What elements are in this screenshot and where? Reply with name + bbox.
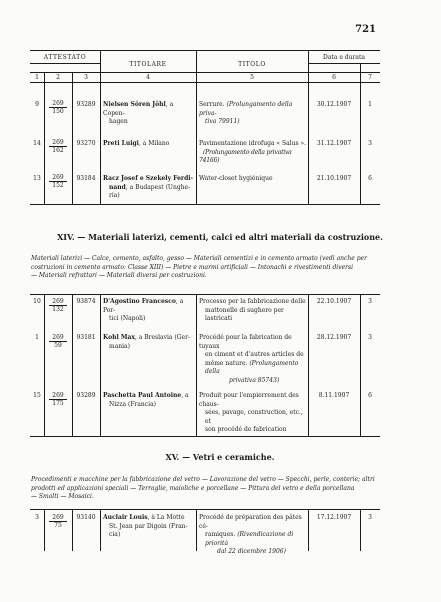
titolo-line: son procédé de fabrication	[205, 426, 287, 433]
header-attestato: ATTESTATO	[43, 54, 87, 61]
duration-cell: 3	[368, 514, 372, 521]
titolare-name: D'Agostino Francesco	[103, 298, 176, 305]
titolare-place-cont: hagen	[109, 118, 128, 125]
titolo-italic: (Rivendicazione di priorità	[205, 531, 294, 547]
titolare-name: Auclair Louis	[103, 514, 148, 521]
titolare-place-cont: ria)	[109, 192, 120, 199]
titolare-place: , a Por-	[103, 298, 184, 314]
titolo-cell	[199, 140, 307, 166]
duration-cell: 3	[368, 298, 372, 305]
attestato-number: 93874	[76, 298, 96, 305]
titolare-place-cont: cia)	[109, 531, 121, 538]
row-index: 1	[35, 334, 39, 341]
titolo-line: Processo per la fabbricazione delle	[199, 298, 306, 305]
titolo-line: Procédé pour la fabrication de tuyaux	[199, 334, 292, 350]
table-top-rule	[30, 294, 380, 295]
titolare-cell	[103, 101, 195, 127]
date-cell: 30.12.1907	[316, 101, 352, 108]
attestato-fraction	[49, 334, 67, 349]
titolo-text: Pavimentazione idrofuga « Salus ».	[199, 140, 307, 147]
titolare-cell	[103, 392, 195, 409]
row-index: 15	[33, 392, 41, 399]
titolare-cell	[103, 298, 195, 324]
row-index: 14	[33, 140, 41, 147]
col-divider	[196, 50, 197, 204]
col-number-6: 6	[332, 74, 336, 81]
attestato-fraction	[49, 514, 67, 529]
header-data-durata: Data e durata	[323, 54, 365, 61]
duration-cell: 1	[368, 101, 372, 108]
header-bottom-rule	[30, 82, 380, 83]
col-number-2: 2	[56, 74, 60, 81]
fraction-denominator: 175	[52, 400, 64, 407]
titolo-line: sées, pavage, construction, etc., et	[205, 409, 303, 425]
row-index: 3	[35, 514, 39, 521]
titolo-cell	[199, 334, 307, 385]
titolare-name: Racz Josef e Szekely Ferdi-	[103, 175, 194, 182]
duration-cell: 3	[368, 334, 372, 341]
titolo-italic-cont: dal 22 dicembre 1906)	[217, 548, 286, 555]
col-divider	[44, 294, 45, 436]
titolo-line: mattonelle di sughero per lastricati	[205, 306, 284, 322]
header-titolare: TITOLARE	[129, 61, 167, 68]
col-number-1: 1	[35, 74, 39, 81]
table-bottom-rule	[30, 204, 380, 205]
date-cell: 28.12.1907	[316, 334, 352, 341]
description-line: prodotti ed applicazioni speciali — Terraglie, maioliche e porcellane — Pittura del vetro e della porcellana	[31, 484, 355, 492]
table-bottom-rule	[30, 436, 380, 437]
titolare-name-cont: nand	[109, 183, 126, 191]
titolare-name: Paschetta Paul Antoine	[103, 392, 182, 399]
col-divider	[44, 509, 45, 551]
titolo-cell	[199, 101, 307, 127]
titolo-italic: (Prolungamento della privativa 74166)	[199, 148, 292, 164]
fraction-denominator: 132	[52, 306, 64, 313]
description-line: costruzioni in cemento armato: Classe XIII) — Pietre e marmi artificiali — Intonachi e rivestimenti diversi	[31, 263, 354, 271]
titolo-italic: (Prolungamento della	[205, 359, 299, 375]
section-title: XIV. — Materiali laterizi, cementi, calci ed altri materiali da costruzione.	[57, 232, 383, 242]
section-title: XV. — Vetri e ceramiche.	[165, 452, 275, 462]
col-divider	[44, 72, 45, 204]
duration-cell: 3	[368, 140, 372, 147]
titolare-name: Preti Luigi	[103, 140, 139, 147]
titolo-line: en ciment et d'autres articles de	[205, 351, 304, 358]
attestato-number: 93184	[76, 175, 96, 182]
header-colnum-rule-top	[30, 72, 380, 73]
titolare-cell	[103, 334, 195, 351]
header-attestato-rule	[30, 63, 100, 64]
col-number-7: 7	[368, 74, 372, 81]
col-number-5: 5	[250, 74, 254, 81]
fraction-numerator: 269	[49, 392, 67, 400]
duration-cell: 6	[368, 175, 372, 182]
fraction-denominator: 152	[52, 182, 64, 189]
col-divider	[196, 294, 197, 436]
attestato-number: 93181	[76, 334, 96, 341]
attestato-number: 93289	[76, 392, 96, 399]
description-line: Materiali laterizi — Calce, cemento, asfalto, gesso — Materiali cementizi e in cemento armato (vedi anche per	[31, 255, 367, 262]
attestato-fraction	[49, 139, 67, 154]
titolo-line: Procédé de préparation des pâtes cé-	[199, 514, 302, 530]
titolare-name: Kohl Max	[103, 334, 135, 341]
date-cell: 17.12.1907	[316, 514, 352, 521]
titolare-cell	[103, 175, 195, 201]
titolo-italic: (Prolungamento della priva-	[199, 101, 293, 117]
fraction-numerator: 269	[49, 298, 67, 306]
table-top-rule	[30, 509, 380, 510]
col-divider	[360, 294, 361, 436]
attestato-number: 93289	[76, 101, 96, 108]
col-divider	[308, 294, 309, 436]
attestato-fraction	[49, 174, 67, 189]
attestato-fraction	[49, 392, 67, 407]
attestato-fraction	[49, 298, 67, 313]
fraction-denominator: 150	[52, 108, 64, 115]
fraction-numerator: 269	[49, 174, 67, 182]
date-cell: 31.12.1907	[316, 140, 352, 147]
col-number-4: 4	[146, 74, 150, 81]
col-divider	[72, 294, 73, 436]
titolo-cell	[199, 392, 307, 435]
attestato-number: 93140	[76, 514, 96, 521]
col-divider	[100, 294, 101, 436]
fraction-denominator: 162	[52, 147, 64, 154]
attestato-number: 93270	[76, 140, 96, 147]
titolare-place-cont: mania)	[109, 342, 130, 350]
fraction-numerator: 269	[49, 139, 67, 147]
col-divider	[196, 509, 197, 551]
duration-cell: 6	[368, 392, 372, 399]
section-description	[31, 476, 381, 502]
titolo-text: même nature.	[205, 359, 250, 367]
page-number: 721	[355, 24, 376, 35]
titolare-cell	[103, 514, 195, 540]
row-index: 9	[35, 101, 39, 108]
titolare-place-cont: St. Jean par Digoin (Fran-	[109, 522, 188, 530]
description-line: — Materiali refrattari — Materiali diversi per costruzioni.	[31, 272, 207, 279]
titolare-place-cont: Nizza (Francia)	[109, 400, 156, 408]
table-top-rule	[30, 50, 380, 51]
titolo-cell	[199, 514, 307, 557]
header-titolo: TITOLO	[238, 61, 266, 68]
date-cell: 22.10.1907	[316, 298, 352, 305]
titolare-name: Nielsen Sören Jöhl	[103, 101, 166, 108]
titolare-place-cont: tici (Napoli)	[109, 315, 146, 322]
fraction-numerator: 269	[49, 334, 67, 342]
titolo-text: Water-closet hygiénique	[199, 175, 273, 182]
col-number-3: 3	[84, 74, 88, 81]
header-data-rule	[308, 63, 380, 64]
attestato-fraction	[49, 100, 67, 115]
description-line: — Smalti — Mosaici.	[31, 493, 94, 500]
row-index: 13	[33, 175, 41, 182]
titolare-place: , a Milano	[138, 140, 170, 147]
titolare-place: , a	[181, 392, 189, 399]
titolo-italic-cont: tiva 79911)	[205, 118, 240, 125]
date-cell: 8.11.1907	[318, 392, 350, 399]
titolare-cell	[103, 140, 195, 149]
col-divider	[100, 509, 101, 551]
titolo-text: Serrure.	[199, 101, 227, 108]
col-divider	[72, 72, 73, 204]
titolare-place: , a Breslavia (Ger-	[134, 334, 190, 341]
titolare-place: , a Budapest (Unghe-	[125, 183, 191, 191]
titolare-place: , à La Motte	[147, 514, 185, 521]
titolo-line: Produit pour l'empierrement des chaus-	[199, 392, 299, 408]
fraction-numerator: 269	[49, 100, 67, 108]
description-line: Procedimenti e macchine per la fabbricazione del vetro — Lavorazione del vetro — Specchi, perle, conterie; altri	[31, 476, 375, 483]
col-divider	[100, 50, 101, 204]
section-description	[31, 255, 381, 281]
fraction-numerator: 269	[49, 514, 67, 522]
date-cell: 21.10.1907	[316, 175, 352, 182]
row-index: 10	[33, 298, 41, 305]
fraction-denominator: 75	[54, 522, 62, 529]
titolo-cell	[199, 298, 307, 324]
titolo-cell	[199, 175, 307, 184]
titolare-place: , a Copen-	[103, 101, 174, 117]
fraction-denominator: 59	[54, 342, 62, 349]
titolo-text: ramiques.	[205, 531, 238, 538]
titolo-italic-cont: privativa 85743)	[229, 376, 280, 384]
